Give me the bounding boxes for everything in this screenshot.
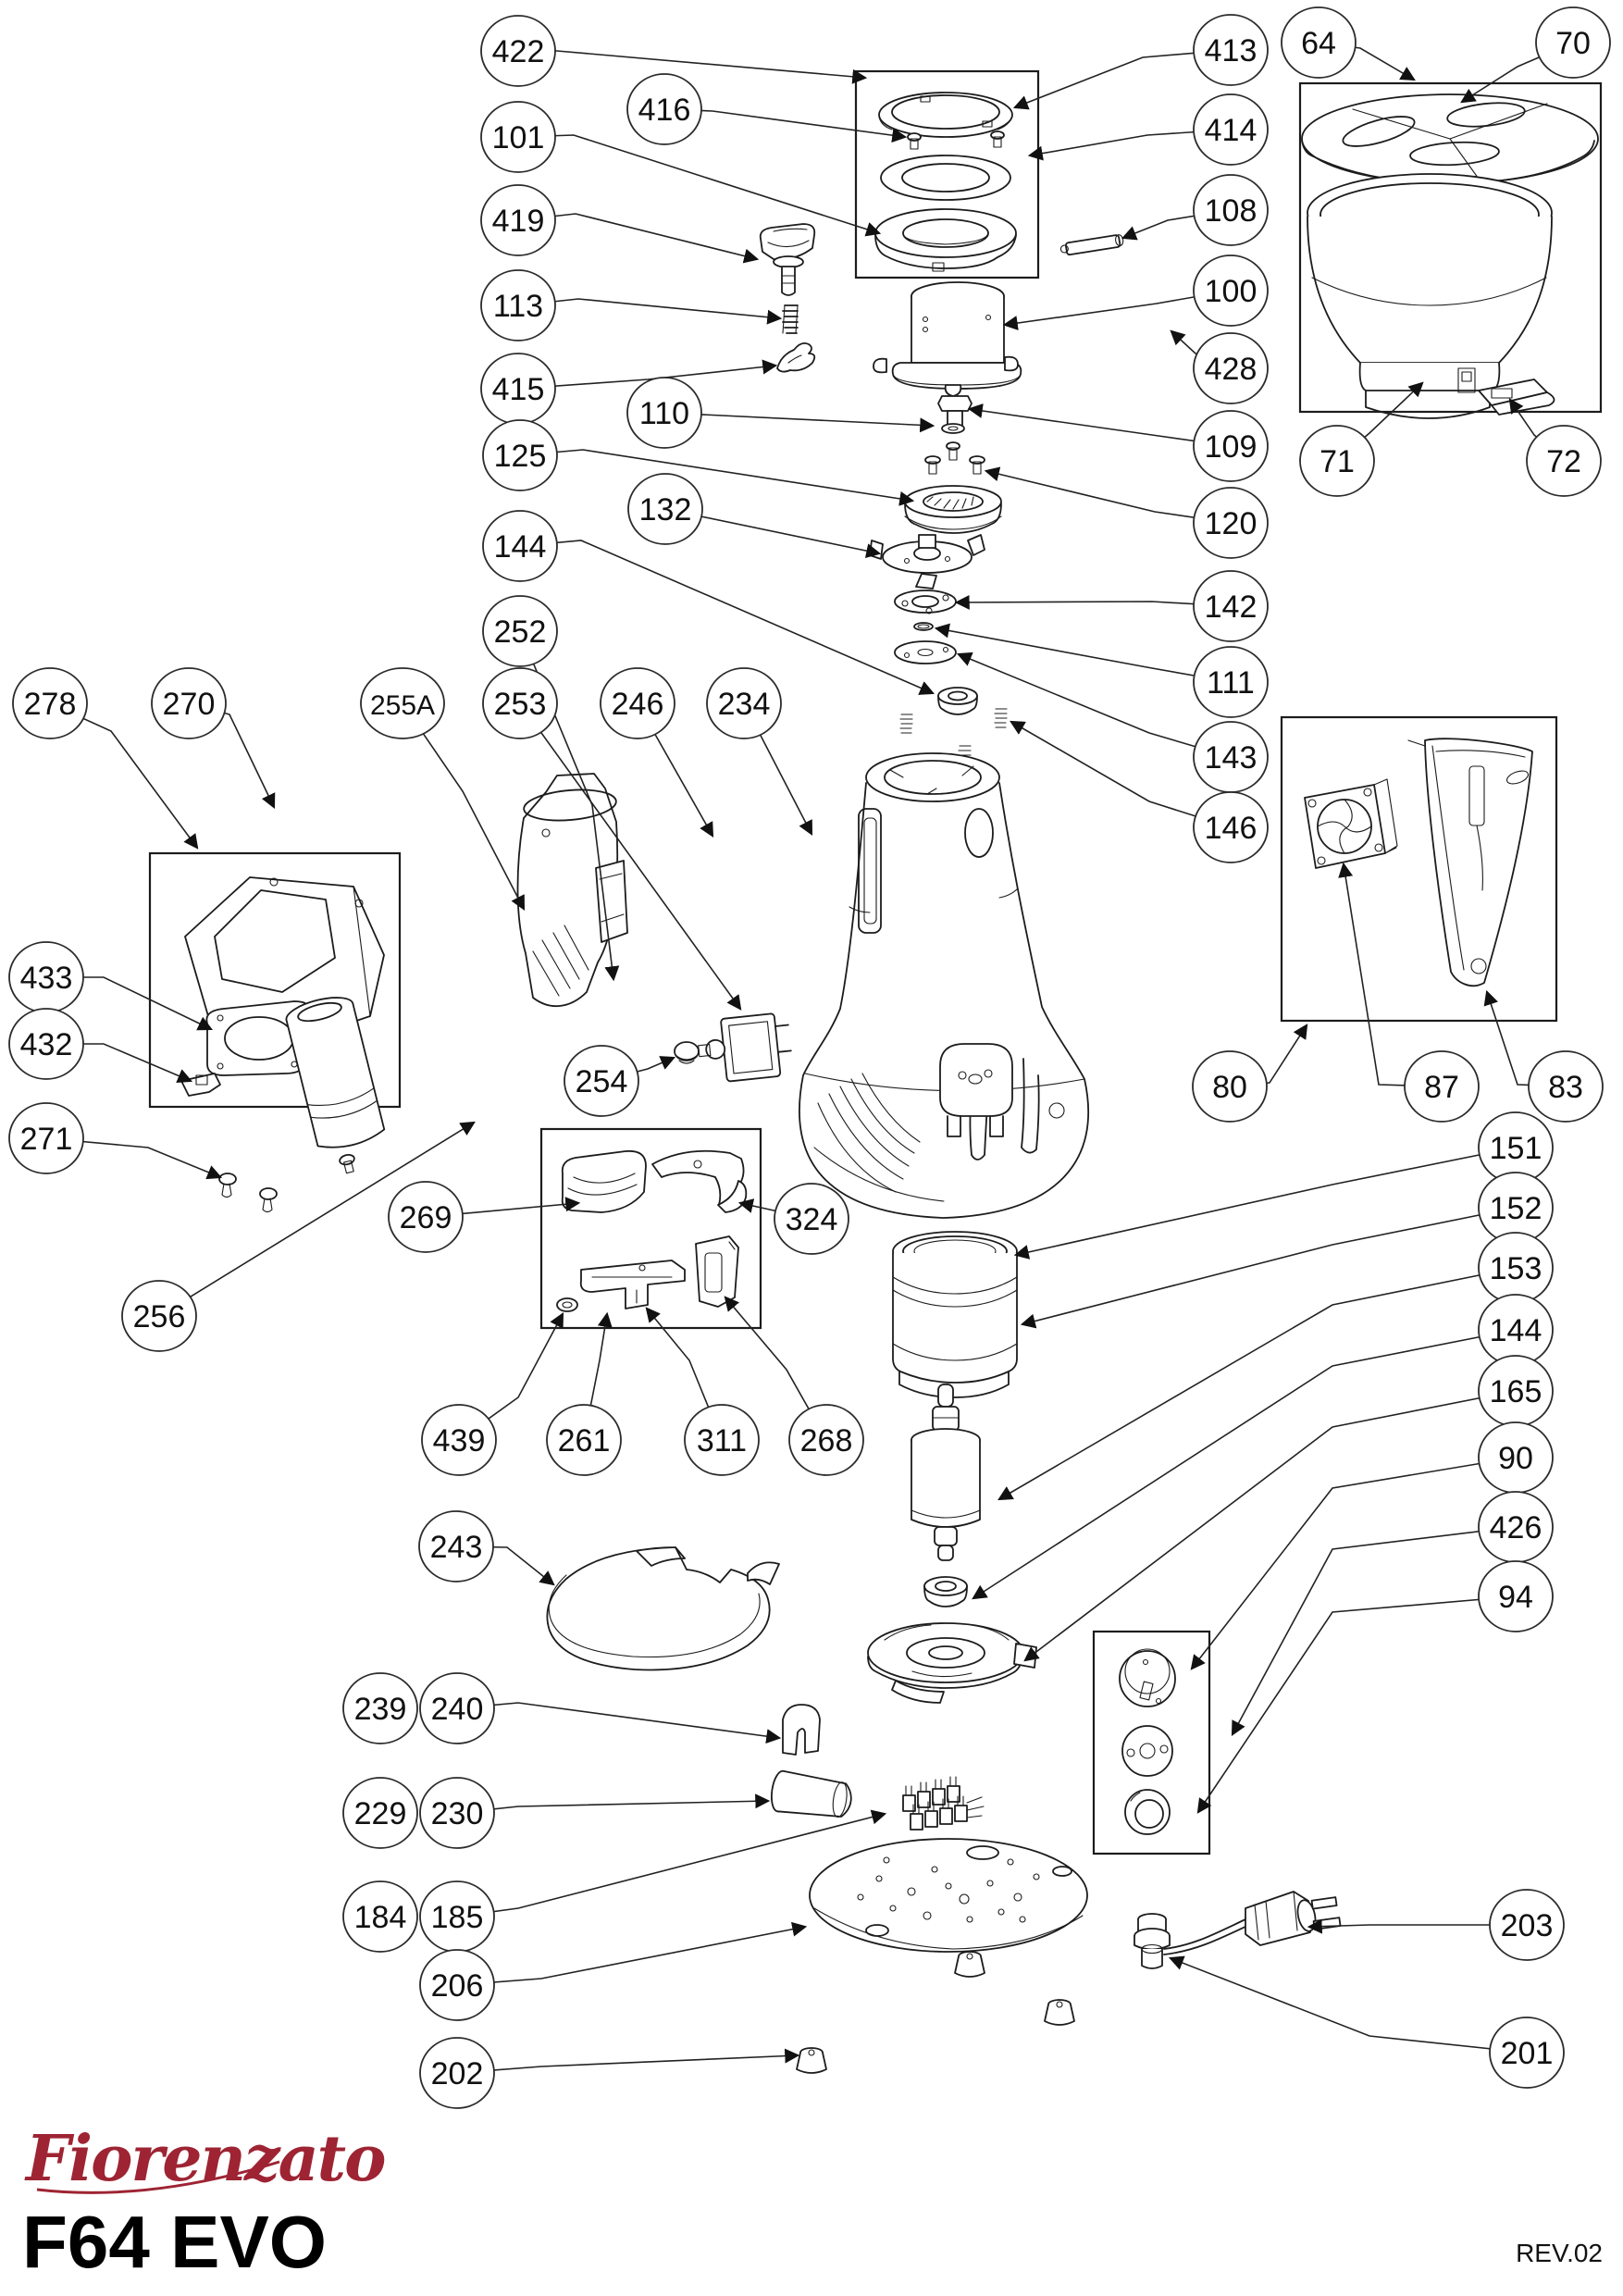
callout-label-146: 146 <box>1204 811 1258 846</box>
callout-label-268: 268 <box>799 1423 853 1458</box>
small-ring <box>557 1298 577 1311</box>
callout-label-256: 256 <box>132 1299 186 1334</box>
cable-gland <box>1134 1914 1170 1968</box>
top-ring-assembly-box <box>856 71 1038 278</box>
leader-113 <box>518 299 780 318</box>
callout-label-152: 152 <box>1489 1191 1542 1226</box>
burr-carrier-ring <box>875 209 1016 271</box>
leader-240 <box>457 1703 779 1738</box>
mount-bracket <box>581 1260 685 1309</box>
dosing-tube <box>283 992 392 1178</box>
display-latch <box>181 1074 220 1096</box>
callout-label-185: 185 <box>430 1900 484 1935</box>
callout-label-87: 87 <box>1424 1070 1459 1105</box>
callout-label-83: 83 <box>1548 1070 1583 1105</box>
hopper-lid <box>1302 94 1598 183</box>
callout-label-113: 113 <box>492 289 544 324</box>
leader-90 <box>1192 1458 1516 1669</box>
spacer-disc <box>895 641 956 664</box>
callout-label-252: 252 <box>493 614 547 650</box>
rear-panel <box>1408 738 1532 986</box>
callout-label-80: 80 <box>1212 1070 1247 1105</box>
callout-label-416: 416 <box>638 93 691 128</box>
callout-label-108: 108 <box>1204 193 1258 229</box>
callout-label-433: 433 <box>19 961 73 996</box>
leader-230 <box>457 1801 768 1813</box>
callout-label-229: 229 <box>353 1796 407 1831</box>
o-ring <box>914 623 933 630</box>
push-button <box>1125 1790 1170 1834</box>
adjustment-spring <box>783 305 798 333</box>
callout-label-414: 414 <box>1204 113 1258 148</box>
leader-202 <box>457 2055 798 2073</box>
power-plug <box>1164 1892 1341 1955</box>
hopper-assembly-box <box>1300 83 1601 418</box>
leader-153 <box>999 1268 1516 1499</box>
callout-label-201: 201 <box>1500 2036 1554 2071</box>
callout-label-153: 153 <box>1489 1251 1542 1286</box>
callout-label-254: 254 <box>575 1064 628 1099</box>
switch-cap <box>675 1042 699 1063</box>
callout-label-261: 261 <box>557 1423 611 1458</box>
flat-seal-ring <box>881 155 1010 200</box>
callout-label-165: 165 <box>1489 1374 1542 1409</box>
cable-clip <box>783 1705 820 1755</box>
callout-label-240: 240 <box>430 1692 484 1727</box>
callout-label-71: 71 <box>1319 444 1355 479</box>
callout-label-100: 100 <box>1204 274 1258 309</box>
callout-label-324: 324 <box>785 1202 838 1237</box>
timer-knob <box>1120 1649 1175 1706</box>
callout-label-144: 144 <box>1489 1313 1542 1348</box>
callout-label-202: 202 <box>430 2056 484 2091</box>
callout-label-111: 111 <box>1207 665 1255 701</box>
callout-label-246: 246 <box>611 687 664 722</box>
callout-label-253: 253 <box>493 687 547 722</box>
callout-label-419: 419 <box>491 204 545 239</box>
lower-burr-holder <box>873 282 1021 396</box>
leader-144 <box>520 540 933 693</box>
leader-101 <box>518 135 879 233</box>
hinge-pin <box>1060 234 1124 255</box>
model-title: F64 EVO <box>22 2201 328 2283</box>
callout-label-311: 311 <box>696 1423 748 1458</box>
callout-label-206: 206 <box>430 1968 484 2004</box>
cooling-fan <box>1305 779 1397 868</box>
callout-label-72: 72 <box>1546 444 1581 479</box>
micro-switch <box>696 1012 794 1085</box>
grinder-body <box>799 753 1088 1218</box>
base-plate <box>810 1839 1087 1952</box>
callout-label-415: 415 <box>491 372 545 407</box>
leader-144 <box>973 1330 1516 1598</box>
leader-206 <box>457 1927 805 1985</box>
callout-label-422: 422 <box>491 34 545 69</box>
leader-422 <box>518 51 865 78</box>
rubber-feet <box>797 1952 1074 2073</box>
adjustment-knob <box>761 224 815 295</box>
callout-label-203: 203 <box>1500 1908 1554 1943</box>
sweeper-plate <box>868 1623 1036 1703</box>
callout-label-132: 132 <box>638 492 692 527</box>
fan-assembly-box <box>1282 717 1556 1021</box>
leader-142 <box>957 602 1231 606</box>
button-strip <box>652 1151 746 1212</box>
callout-label-428: 428 <box>1204 352 1258 387</box>
callout-label-271: 271 <box>19 1122 73 1157</box>
callout-label-70: 70 <box>1555 26 1591 61</box>
retainer-clip <box>777 343 814 372</box>
burr-carrier-fan <box>870 535 985 589</box>
burr-bolt-washer <box>938 396 972 460</box>
leader-109 <box>970 409 1231 446</box>
callout-label-151: 151 <box>1489 1131 1542 1166</box>
callout-label-243: 243 <box>429 1530 483 1565</box>
callout-label-101: 101 <box>491 120 545 155</box>
callout-label-269: 269 <box>399 1200 452 1235</box>
leader-165 <box>1025 1391 1516 1660</box>
callout-label-255A: 255A <box>369 690 436 721</box>
leader-110 <box>664 413 933 426</box>
revision-label: REV.02 <box>1516 2239 1603 2267</box>
brand-logo: Fiorenzato <box>26 2122 385 2196</box>
callout-label-94: 94 <box>1498 1580 1533 1615</box>
callout-label-143: 143 <box>1204 740 1258 776</box>
leader-143 <box>959 654 1231 757</box>
leader-94 <box>1198 1596 1516 1812</box>
callout-label-239: 239 <box>353 1692 407 1727</box>
callout-label-110: 110 <box>638 396 690 431</box>
callout-label-109: 109 <box>1204 429 1258 465</box>
capacitor <box>769 1770 853 1822</box>
burr-screws <box>925 456 985 474</box>
callout-label-278: 278 <box>23 687 77 722</box>
callout-label-120: 120 <box>1204 506 1258 541</box>
upper-bearing <box>938 688 977 714</box>
leader-426 <box>1233 1527 1516 1734</box>
callout-label-230: 230 <box>430 1796 484 1831</box>
retaining-ring <box>547 1547 779 1669</box>
latch-piece <box>696 1236 738 1307</box>
callout-label-125: 125 <box>493 439 547 474</box>
switch-plate <box>1122 1726 1172 1776</box>
lower-bearing <box>924 1577 967 1607</box>
callout-label-426: 426 <box>1489 1510 1542 1545</box>
callout-label-184: 184 <box>353 1900 407 1935</box>
leader-125 <box>520 450 912 501</box>
terminal-blocks <box>903 1777 984 1830</box>
top-flange <box>895 590 956 614</box>
leader-201 <box>1171 1958 1527 2053</box>
callout-label-413: 413 <box>1204 33 1258 68</box>
callout-label-234: 234 <box>717 687 771 722</box>
motor-rotor <box>911 1384 980 1560</box>
cover-screws <box>219 1173 277 1212</box>
hopper-bowl <box>1307 174 1552 418</box>
grind-chamber <box>893 1232 1017 1397</box>
leader-152 <box>1022 1208 1516 1324</box>
callout-label-270: 270 <box>162 687 216 722</box>
callout-label-439: 439 <box>432 1423 486 1458</box>
buttons-kit-box <box>541 1129 761 1328</box>
callout-label-142: 142 <box>1204 590 1258 625</box>
callout-label-90: 90 <box>1498 1441 1533 1476</box>
spout-funnel <box>518 774 628 1006</box>
electronics-box <box>1094 1632 1209 1854</box>
footer <box>22 2122 1603 2283</box>
leader-151 <box>1016 1148 1516 1255</box>
burr-with-carrier <box>905 486 1001 533</box>
leader-87 <box>1344 864 1442 1086</box>
callout-label-432: 432 <box>19 1027 73 1062</box>
leader-111 <box>936 628 1231 682</box>
callout-label-144: 144 <box>493 529 547 565</box>
adjustment-ring-upper <box>879 93 1012 137</box>
callout-label-64: 64 <box>1301 26 1336 61</box>
